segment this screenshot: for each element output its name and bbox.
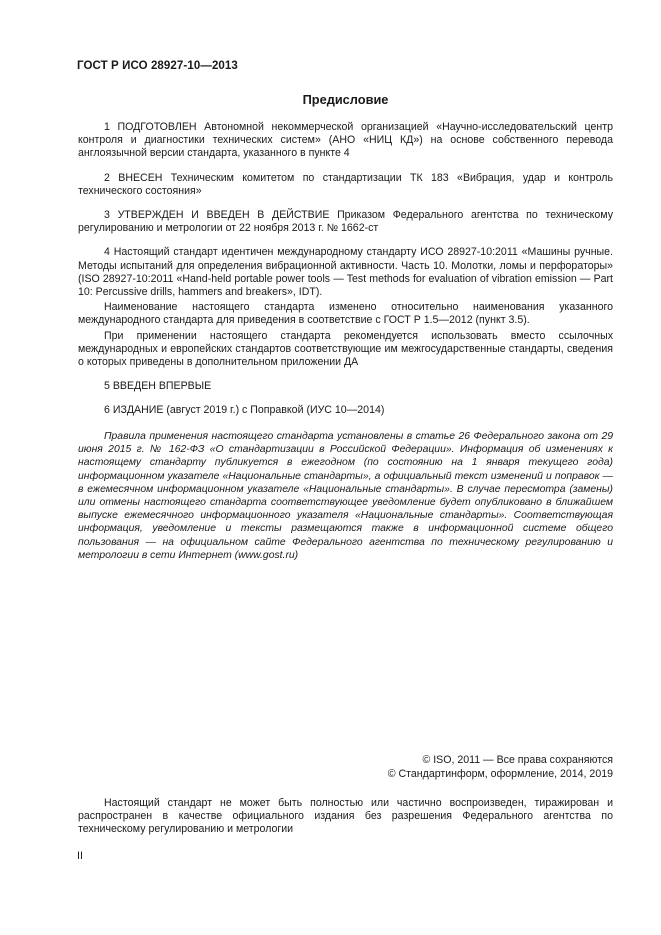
paragraph-prepared: 1 ПОДГОТОВЛЕН Автономной некоммерческой организацией «Научно-исследовательский центр контроля и диагностики технических систем» (АНО «НИЦ КД») на основе собственного перевода англоязычной версии стандарта, указанного в пункте 4 bbox=[78, 121, 613, 160]
application-rules-notice bbox=[78, 430, 613, 562]
standard-code-header: ГОСТ Р ИСО 28927-10—2013 bbox=[77, 60, 238, 72]
copyright-standartinform: © Стандартинформ, оформление, 2014, 2019 bbox=[387, 768, 613, 780]
paragraph-approved: 3 УТВЕРЖДЕН И ВВЕДЕН В ДЕЙСТВИЕ Приказом Федерального агентства по техническому регулированию и метрологии от 22 ноября 2013 г. № 1662-ст bbox=[78, 209, 613, 235]
paragraph-references: При применении настоящего стандарта рекомендуется использовать вместо ссылочных международных и европейских стандартов соответствующие им межгосударственные стандарты, сведения о которых приведены в дополнительном приложении ДА bbox=[78, 329, 613, 369]
page-number: II bbox=[77, 850, 83, 862]
foreword-body bbox=[78, 121, 613, 418]
paragraph-name-changed: Наименование настоящего стандарта изменено относительно наименования указанного международного стандарта для приведения в соответствие с ГОСТ Р 1.5—2012 (пункт 3.5). bbox=[78, 301, 613, 327]
page-title: Предисловие bbox=[302, 92, 389, 107]
copyright-block bbox=[388, 753, 613, 781]
paragraph-introduced: 2 ВНЕСЕН Техническим комитетом по стандартизации ТК 183 «Вибрация, удар и контроль технического состояния» bbox=[78, 171, 613, 197]
paragraph-edition: 6 ИЗДАНИЕ (август 2019 г.) с Поправкой (ИУС 10—2014) bbox=[104, 404, 385, 417]
copyright-iso: © ISO, 2011 — Все права сохраняются bbox=[422, 754, 613, 766]
reprint-restriction bbox=[78, 797, 613, 837]
notice-text: Правила применения настоящего стандарта установлены в статье 26 Федерального закона от 29 июня 2015 г. № 162-ФЗ «О стандартизации в Российской Федерации». Информация об изменениях к настоящему стандарту публикуется в ежегодном (по состоянию на 1 января текущего года) информационном указателе «Национальные стандарты», а официальный текст изменений и поправок — в ежемесячном информационном указателе «Национальные стандарты». В случае пересмотра (замены) или отмены настоящего стандарта соответствующее уведомление будет опубликовано в ближайшем выпуске ежемесячного информационного указателя «Национальные стандарты». Соответствующая информация, уведомление и тексты размещаются также в информационной системе общего пользования — на официальном сайте Федерального агентства по техническому регулированию и метрологии в сети Интернет (www.gost.ru) bbox=[78, 431, 613, 561]
paragraph-first-introduced: 5 ВВЕДЕН ВПЕРВЫЕ bbox=[104, 380, 212, 393]
reprint-text: Настоящий стандарт не может быть полностью или частично воспроизведен, тиражирован и распространен в качестве официального издания без разрешения Федерального агентства по техническому регулированию и метрологии bbox=[78, 797, 613, 836]
paragraph-identical: 4 Настоящий стандарт идентичен международному стандарту ИСО 28927-10:2011 «Машины ручные. Методы испытаний для определения вибрационной активности. Часть 10. Молотки, ломы и перфораторы» (ISO 28927-10:2011 «Hand-held portable power tools — Test methods for evaluation of vibration emission — Part 10: Percussive drills, hammers and breakers», IDT). bbox=[78, 246, 613, 299]
